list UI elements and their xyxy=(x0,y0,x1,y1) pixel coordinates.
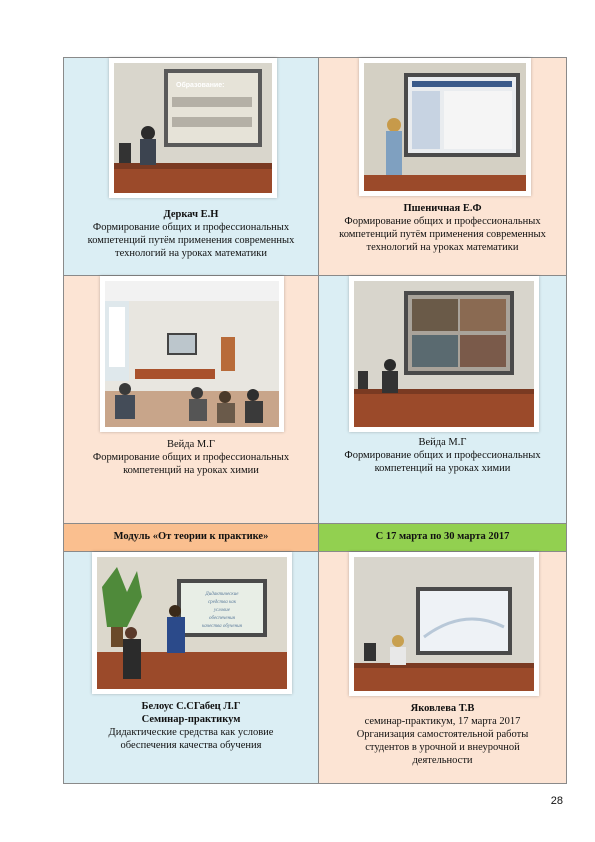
caption-line: технологий на уроках математики xyxy=(366,242,519,253)
caption-veyda-1 xyxy=(64,438,318,477)
cell-veyda-presentation xyxy=(319,276,567,524)
photo-yakovleva xyxy=(349,552,539,696)
teacher-name: Яковлева Т.В xyxy=(410,703,475,714)
photo-pshenichnaya xyxy=(359,58,531,196)
caption-line: компетенций на уроках химии xyxy=(374,463,511,474)
module-title: Модуль «От теории к практике» xyxy=(113,531,269,542)
photo-veyda-presentation xyxy=(349,276,539,432)
photo-belous-gabets xyxy=(92,552,292,694)
teacher-name: Вейда М.Г xyxy=(167,439,215,450)
page-number: 28 xyxy=(550,795,563,807)
teacher-name: Пшеничная Е.Ф xyxy=(403,203,482,214)
caption-line: технологий на уроках математики xyxy=(115,248,267,259)
screen-text-1: Дидактические xyxy=(205,592,239,597)
caption-line: Формирование общих и профессиональных xyxy=(344,216,541,227)
caption-line: обеспечения качества обучения xyxy=(120,740,262,751)
cell-yakovleva xyxy=(319,552,567,784)
caption-line: Формирование общих и профессиональных xyxy=(344,450,541,461)
caption-line: семинар-практикум, 17 марта 2017 xyxy=(364,716,521,727)
caption-yakovleva xyxy=(319,702,566,767)
teacher-name: Вейда М.Г xyxy=(418,437,467,448)
teacher-name: Деркач Е.Н xyxy=(163,209,219,220)
cell-pshenichnaya xyxy=(319,58,567,276)
event-type: Семинар-практикум xyxy=(141,714,241,725)
caption-line: Организация самостоятельной работы xyxy=(356,729,529,740)
cell-derkach xyxy=(64,58,319,276)
screen-text-3: условие xyxy=(213,608,231,613)
teacher-name: Белоус С.СГабец Л.Г xyxy=(141,701,241,712)
caption-line: Дидактические средства как условие xyxy=(108,727,274,738)
screen-text-2: средства как xyxy=(207,600,237,605)
caption-line: деятельности xyxy=(412,755,473,766)
screen-text-1: Образование: xyxy=(176,82,225,89)
cell-veyda-class xyxy=(64,276,319,524)
photo-report-table xyxy=(63,57,567,784)
caption-derkach xyxy=(64,208,318,260)
caption-line: Формирование общих и профессиональных xyxy=(92,222,290,233)
dates-title: С 17 марта по 30 марта 2017 xyxy=(375,531,510,542)
module-header xyxy=(64,524,319,552)
cell-belous-gabets xyxy=(64,552,319,784)
caption-pshenichnaya xyxy=(319,202,566,254)
caption-belous-gabets xyxy=(64,700,318,752)
photo-derkach xyxy=(109,58,277,198)
photo-veyda-classroom xyxy=(100,276,284,432)
dates-header xyxy=(319,524,567,552)
caption-veyda-2 xyxy=(319,436,566,475)
screen-text-4: обеспечения xyxy=(209,616,235,621)
caption-line: компетенций путём применения современных xyxy=(339,229,546,240)
caption-line: студентов в урочной и внеурочной xyxy=(365,742,520,753)
caption-line: Формирование общих и профессиональных xyxy=(92,452,290,463)
caption-line: компетенций на уроках химии xyxy=(123,465,259,476)
caption-line: компетенций путём применения современных xyxy=(87,235,295,246)
screen-text-5: качества обучения xyxy=(202,624,242,629)
